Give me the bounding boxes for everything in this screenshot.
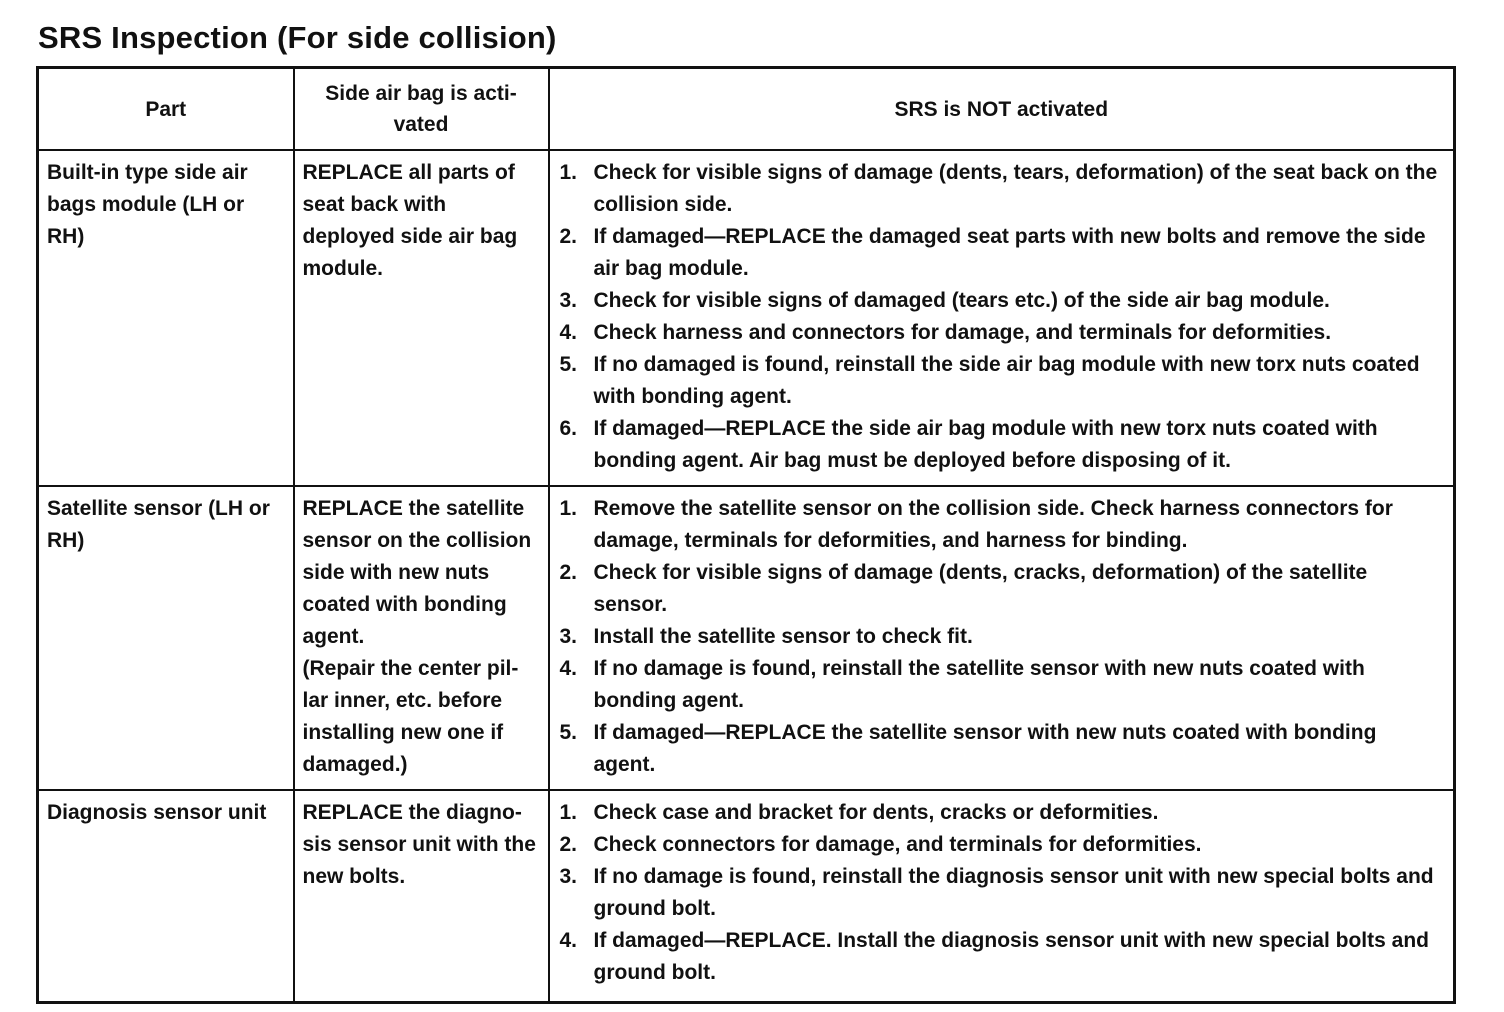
step-text: If damaged—REPLACE the satellite sensor with new nuts coated with bonding agent.: [593, 721, 1377, 776]
step-text: Check harness and connectors for damage, and terminals for deformities.: [593, 321, 1332, 344]
step-text: Install the satellite sensor to check fit.: [593, 625, 973, 648]
table-row: [38, 150, 1455, 486]
step-item: [560, 861, 1444, 925]
table-row: [38, 790, 1455, 1003]
step-item: [560, 717, 1444, 781]
activated-note: (Repair the center pil-lar inner, etc. before installing new one if damaged.): [302, 657, 519, 776]
step-item: [560, 829, 1444, 861]
step-item: [560, 797, 1444, 829]
step-number: 5.: [559, 353, 578, 376]
step-text: Check connectors for damage, and terminals for deformities.: [593, 833, 1202, 856]
step-item: [560, 285, 1444, 317]
step-item: [560, 221, 1444, 285]
step-number: 4.: [559, 321, 578, 344]
activated-cell: REPLACE all parts of seat back with deployed side air bag module.: [294, 150, 549, 486]
step-item: [560, 157, 1444, 221]
activated-cell: [294, 486, 549, 790]
step-number: 4.: [559, 929, 578, 952]
step-number: 1.: [559, 801, 578, 824]
activated-cell: REPLACE the diagno-sis sensor unit with the new bolts.: [294, 790, 549, 1003]
step-text: If no damage is found, reinstall the satellite sensor with new nuts coated with bonding agent.: [593, 657, 1365, 712]
step-text: Check for visible signs of damage (dents, tears, deformation) of the seat back on the collision side.: [593, 161, 1438, 216]
step-number: 4.: [559, 657, 578, 680]
header-side-air-bag-activated: Side air bag is acti-vated: [294, 68, 549, 151]
step-text: If damaged—REPLACE the side air bag module with new torx nuts coated with bonding agent. Air bag must be deployed before disposing of it.: [593, 417, 1378, 472]
step-text: Remove the satellite sensor on the collision side. Check harness connectors for damage, terminals for deformities, and harness for binding.: [593, 497, 1393, 552]
step-number: 3.: [559, 625, 578, 648]
step-list: [560, 797, 1444, 989]
step-text: Check for visible signs of damaged (tears etc.) of the side air bag module.: [593, 289, 1330, 312]
part-cell: Satellite sensor (LH or RH): [38, 486, 294, 790]
table-row: [38, 486, 1455, 790]
table-header-row: [38, 68, 1455, 151]
step-item: [560, 413, 1444, 477]
header-srs-not-activated: SRS is NOT activated: [549, 68, 1455, 151]
step-number: 3.: [559, 865, 578, 888]
page-title: SRS Inspection (For side collision): [38, 20, 557, 55]
step-item: [560, 317, 1444, 349]
step-number: 2.: [559, 833, 578, 856]
step-item: [560, 621, 1444, 653]
step-item: [560, 493, 1444, 557]
step-list: [560, 157, 1444, 477]
step-text: If damaged—REPLACE. Install the diagnosis sensor unit with new special bolts and ground bolt.: [593, 929, 1429, 984]
step-number: 3.: [559, 289, 578, 312]
step-list: [560, 493, 1444, 781]
step-item: [560, 557, 1444, 621]
step-text: If no damaged is found, reinstall the side air bag module with new torx nuts coated with bonding agent.: [593, 353, 1420, 408]
step-item: [560, 653, 1444, 717]
step-text: Check case and bracket for dents, cracks or deformities.: [593, 801, 1159, 824]
not-activated-cell: [549, 486, 1455, 790]
step-number: 1.: [559, 161, 578, 184]
step-text: If no damage is found, reinstall the diagnosis sensor unit with new special bolts and ground bolt.: [593, 865, 1434, 920]
step-item: [560, 925, 1444, 989]
srs-inspection-table: [36, 66, 1456, 1004]
step-text: If damaged—REPLACE the damaged seat parts with new bolts and remove the side air bag module.: [593, 225, 1426, 280]
header-part: Part: [38, 68, 294, 151]
step-number: 6.: [559, 417, 578, 440]
part-cell: Built-in type side air bags module (LH or RH): [38, 150, 294, 486]
not-activated-cell: [549, 790, 1455, 1003]
step-text: Check for visible signs of damage (dents, cracks, deformation) of the satellite sensor.: [593, 561, 1368, 616]
step-number: 1.: [559, 497, 578, 520]
step-number: 2.: [559, 225, 578, 248]
activated-text: REPLACE the satellite sensor on the collision side with new nuts coated with bonding agent.: [302, 497, 532, 648]
part-cell: Diagnosis sensor unit: [38, 790, 294, 1003]
step-number: 5.: [559, 721, 578, 744]
step-item: [560, 349, 1444, 413]
not-activated-cell: [549, 150, 1455, 486]
step-number: 2.: [559, 561, 578, 584]
